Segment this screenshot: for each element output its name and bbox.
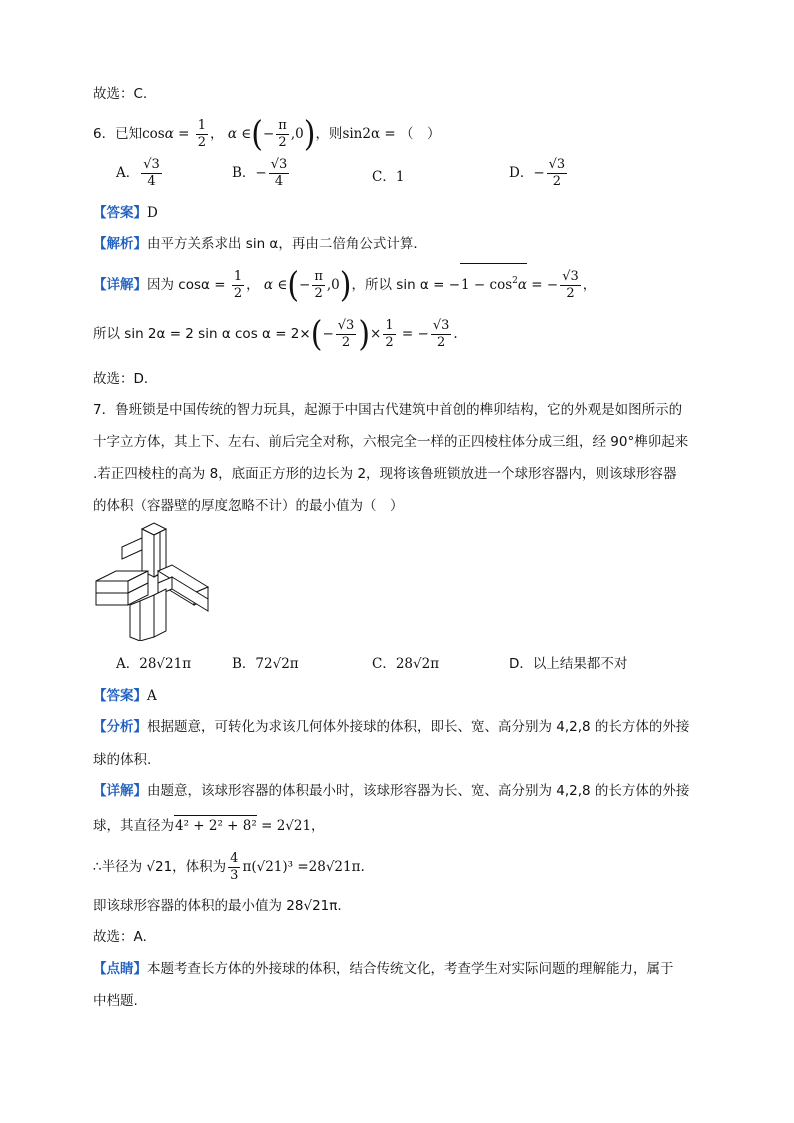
prev-conclusion: 故选：C. [93,86,148,102]
q7-stem-2: 十字立方体，其上下、左右、前后完全对称，六根完全一样的正四棱柱体分成三组，经 90°榫卯起来 [93,434,689,450]
q6-option-c[interactable]: C．1 [372,169,405,185]
q7-option-c[interactable]: C．28√2π [372,656,440,672]
q7-stem-3: .若正四棱柱的高为 8，底面正方形的边长为 2，现将该鲁班锁放进一个球形容器内，则该球形容器 [93,466,677,482]
q7-option-d[interactable]: D．以上结果都不对 [509,656,628,672]
q7-detail-3: ∴半径为 √21，体积为 $\frac{4}{3}$ π(√21)³ =28√21π. [93,851,365,883]
q7-stem-4: 的体积（容器壁的厚度忽略不计）的最小值为（ ） [93,498,404,514]
q6-option-d[interactable]: D．− $\frac{√3}{2}$ [509,157,566,189]
q6-option-a[interactable]: A． $\frac{√3}{4}$ [116,157,160,189]
q6-answer: 【答案】D [93,205,158,221]
q6-detail-2: 所以 sin 2α = 2 sin α cos α = 2×(− $\frac{√3}{2}$ )× $\frac{1}{2}$ = − $\frac{√3}{2}$ . [93,313,458,355]
q7-option-b[interactable]: B．72√2π [232,656,299,672]
q7-conclusion: 故选：A. [93,929,147,945]
q7-answer: 【答案】A [93,688,157,704]
q7-detail-2: 球，其直径为4² + 2² + 8² = 2√21， [93,815,325,836]
q6-option-b[interactable]: B．− $\frac{√3}{4}$ [232,157,288,189]
q7-analysis-1: 【分析】根据题意，可转化为求该几何体外接球的体积，即长、宽、高分别为 4,2,8 的长方体的外接 [93,719,690,735]
q6-analysis: 【解析】由平方关系求出 sin α，再由二倍角公式计算． [93,236,427,252]
q7-min-value: 即该球形容器的体积的最小值为 28√21π. [93,898,342,914]
q7-option-a[interactable]: A．28√21π [116,656,192,672]
q6-stem: 6．已知cosα = $\frac{1}{2}$ ， α ∈(− $\frac{\pi}{2}$ ,0)，则sin2α = （ ） [93,113,441,155]
q7-comment-1: 【点睛】本题考查长方体的外接球的体积，结合传统文化，考查学生对实际问题的理解能力，属于 [93,961,674,977]
luban-lock-figure [92,521,212,641]
q6-detail-1: 【详解】因为 cosα = $\frac{1}{2}$ ， α ∈(− $\frac{\pi}{2}$ ,0)，所以 $\sin \alpha = -1 - \cos^2\alpha$ = − $\frac{√3}{2}$ ， [93,264,597,306]
q7-detail-1: 【详解】由题意，该球形容器的体积最小时，该球形容器为长、宽、高分别为 4,2,8 的长方体的外接 [93,783,690,799]
q7-analysis-2: 球的体积. [93,752,152,768]
q7-stem-1: 7．鲁班锁是中国传统的智力玩具，起源于中国古代建筑中首创的榫卯结构，它的外观是如图所示的 [93,402,683,418]
q7-comment-2: 中档题. [93,993,138,1009]
q6-conclusion: 故选：D． [93,371,158,387]
